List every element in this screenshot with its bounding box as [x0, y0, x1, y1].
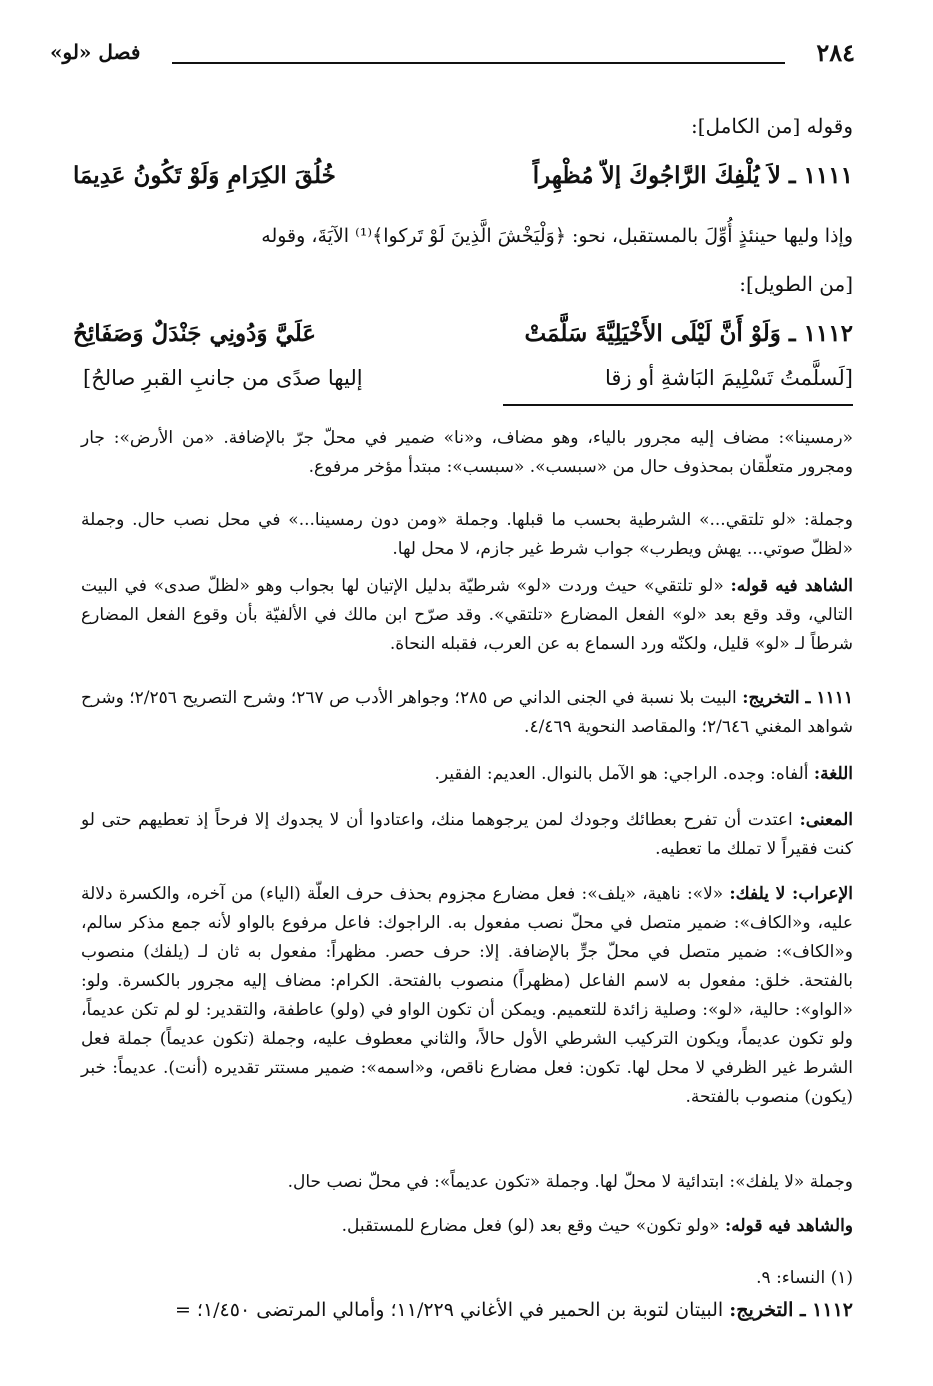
chapter-title: فصل «لو»	[50, 40, 141, 64]
intro-line: وقوله [من الكامل]:	[690, 114, 853, 138]
footnote-2	[81, 1296, 853, 1324]
verse-1112-fourth-hemistich: إليها صدًى من جانبِ القبرِ صالحُ]	[83, 366, 363, 390]
verse-1112-first-text: وَلَوْ أَنَّ لَيْلَى الأَخْيَلِيَّةَ سَلَّمَتْ	[524, 320, 781, 347]
verse-1111-second-hemistich: خُلُقَ الكِرَامِ وَلَوْ تَكُونُ عَدِيمَا	[73, 162, 336, 189]
commentary-p7	[81, 880, 853, 1112]
commentary-p6	[81, 806, 853, 864]
commentary-p7-text: «لا»: ناهية، «يلف»: فعل مضارع مجزوم بحذف حرف العلّة (الياء) من آخره، والكسرة دلالة عليه، و«الكاف»: ضمير متصل في محلّ نصب مفعول به. الراجوك: فاعل مرفوع بالواو لأنه جمع مذكر سالم، و«الكاف»: ضمير متصل في محلّ جرٍّ بالإضافة. إلا: حرف حصر. مظهراً: مفعول به ثان لـ (يلفك) منصوب بالفتحة. خلق: مفعول به لاسم الفاعل (مظهراً) منصوب بالفتحة. الكرام: مضاف إليه مجرور بالكسرة. ولو: «الواو»: حالية، «لو»: وصلية زائدة للتعميم. ويمكن أن تكون الواو في (ولو) عاطفة، والتقدير: لو لم تكن عديماً، ولو تكون عديماً، ويكون التركيب الشرطي الأول حالاً، والثاني معطوف عليه، وجملة (تكون عديماً) جملة فعل الشرط غير الظرفي لا محل لها. تكون: فعل مضارع ناقص، و«اسمه»: ضمير مستتر تقديره (أنت). عديماً: خبر (يكون) منصوب بالفتحة.	[81, 884, 853, 1107]
commentary-p5	[81, 760, 853, 789]
commentary-p3	[81, 572, 853, 659]
page-number: ٢٨٤	[816, 38, 855, 67]
commentary-p9-label: والشاهد فيه قوله:	[724, 1216, 853, 1236]
verse-1112-third-hemistich: [لَسلَّمتُ تَسْلِيمَ البَاشةِ أو زقا	[605, 366, 853, 390]
verse-1111	[73, 162, 853, 206]
paragraph-2-line-2: [من الطويل]:	[739, 272, 853, 296]
commentary-p3-label: الشاهد فيه قوله:	[730, 576, 853, 596]
commentary-p9	[81, 1212, 853, 1241]
commentary-p9-text: «ولو تكون» حيث وقع بعد (لو) فعل مضارع للمستقبل.	[341, 1216, 720, 1236]
verse-1111-first-text: لاَ يُلْفِكَ الرَّاجُوكَ إلاّ مُظْهِراً	[532, 162, 781, 189]
verse-1111-first-hemistich	[533, 162, 853, 189]
commentary-p3-text: «لو تلتقي» حيث وردت «لو» شرطيّة بدليل الإتيان لها بجواب وهو «لظلّ صدى» في البيت التالي، وقد وقع بعد «لو» الفعل المضارع «تلتقي». وقد صرّح ابن مالك في الألفيّة بأن وقوع الفعل المضارع شرطاً لـ «لو» قليل، ولكنّه ورد السماع به عن العرب، فقبله النحاة.	[81, 576, 853, 654]
commentary-p5-label: اللغة:	[813, 764, 853, 784]
verse-1111-number: ١١١١ ـ	[788, 162, 853, 189]
footnote-2-label: ١١١٢ ـ التخريج:	[729, 1299, 853, 1321]
commentary-p5-text: ألفاه: وجده. الراجي: هو الآمل بالنوال. العديم: الفقير.	[434, 764, 809, 784]
commentary-p4-text: البيت بلا نسبة في الجنى الداني ص ٢٨٥؛ وجواهر الأدب ص ٢٦٧؛ وشرح التصريح ٢/٢٥٦؛ وشرح شواهد المغني ٢/٦٤٦؛ والمقاصد النحوية ٤/٤٦٩.	[81, 688, 853, 737]
commentary-p8: وجملة «لا يلفك»: ابتدائية لا محلّ لها. وجملة «تكون عديماً»: في محلّ نصب حال.	[287, 1172, 853, 1192]
paragraph-2-line-1: وإذا وليها حينئذٍ أُوِّلَ بالمستقبل، نحو: ﴿وَلْيَخْشَ الَّذِينَ لَوْ تَركوا﴾⁽¹⁾ الآيَةَ، وقوله	[261, 225, 853, 247]
commentary-p6-text: اعتدت أن تفرح بعطائك وجودك لمن يرجوهما منك، واعتادوا أن لا يجدوك إلا فرحاً إذ تعطيهم حتى لو كنت فقيراً لا تملك ما تعطيه.	[81, 810, 853, 859]
commentary-p7-label: الإعراب: لا يلفك:	[729, 884, 853, 904]
commentary-p4	[81, 684, 853, 742]
commentary-p4-label: ١١١١ ـ التخريج:	[742, 688, 853, 708]
commentary-rule	[503, 404, 853, 406]
verse-1112-line-1	[73, 320, 853, 364]
verse-1112-first-hemistich	[524, 320, 853, 347]
commentary-p6-label: المعنى:	[799, 810, 853, 830]
page-header	[50, 30, 855, 80]
footnote-2-text: البيتان لتوبة بن الحمير في الأغاني ١١/٢٢٩؛ وأمالي المرتضى ١/٤٥٠؛ =	[174, 1299, 724, 1321]
commentary-p2: وجملة: «لو تلتقي...» الشرطية بحسب ما قبلها. وجملة «ومن دون رمسينا...» في محل نصب حال. وجملة «لظلّ صوتي... يهش ويطرب» جواب شرط غير جازم، لا محل لها.	[81, 510, 853, 559]
verse-1112-number: ١١١٢ ـ	[788, 320, 853, 347]
footnote-1: (١) النساء: ٩.	[756, 1268, 853, 1288]
header-rule	[172, 62, 785, 64]
commentary-p1: «رمسينا»: مضاف إليه مجرور بالياء، وهو مضاف، و«نا» ضمير في محلّ جرّ بالإضافة. «من الأرض»: جار ومجرور متعلّقان بمحذوف حال من «سبسب». «سبسب»: مبتدأ مؤخر مرفوع.	[81, 428, 853, 477]
verse-1112-second-hemistich: عَلَيَّ وَدُونِي جَنْدَلٌ وَصَفَائِحُ	[73, 320, 317, 347]
